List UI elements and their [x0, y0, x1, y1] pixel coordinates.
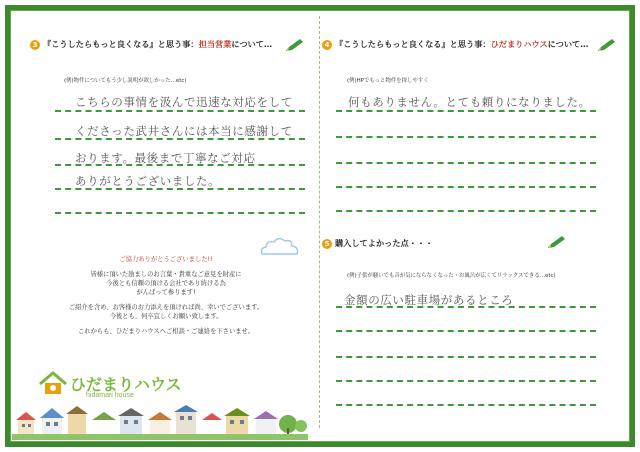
section-3-handwriting-line: ありがとうございました。 [75, 174, 221, 188]
pencil-icon [596, 38, 616, 52]
section-5-hint: (例)子供が騒いでも音が気にならなくなった・お風呂が広くてリラックスできる…etc) [347, 273, 556, 279]
answer-rule [55, 138, 305, 140]
answer-rule [336, 162, 596, 164]
section-3-handwriting-line: こちらの事情を汲んで迅速な対応をして [75, 95, 293, 109]
section-5-number: 5 [322, 239, 332, 249]
town-illustration [12, 404, 308, 440]
logo-name: ひだまりハウス [70, 377, 182, 394]
section-4-title-highlight: ひだまりハウス [490, 39, 548, 49]
section-4-hint: (例)HPでもっと物件を探しやすく [347, 78, 429, 84]
pencil-icon [284, 38, 304, 52]
section-3-title-highlight: 担当営業 [198, 39, 232, 49]
thanks-line: ご紹介を含め、お客様のお力添えを頂ければ尚、幸いでございます。 [68, 304, 264, 311]
logo-sub: hidamari house [86, 392, 134, 399]
answer-rule [336, 136, 596, 138]
section-5-title-text: 購入してよかった点・・・ [335, 238, 434, 248]
answer-rule [336, 404, 596, 406]
section-3-number: 3 [30, 40, 40, 50]
section-4-title-pre: 『こうしたらもっと良くなる』と思う事： [335, 39, 491, 49]
house-logo-icon [38, 370, 68, 396]
answer-rule [336, 356, 596, 358]
section-4-title [322, 39, 588, 50]
thanks-line: がんばって参ります! [136, 289, 196, 296]
thanks-line: 今後とも、何卒宜しくお願い致します。 [109, 313, 223, 320]
thanks-heading: ご協力ありがとうございました!! [119, 256, 213, 263]
pencil-icon [546, 235, 566, 249]
section-5-handwriting-line: 金額の広い駐車場があるところ [344, 293, 514, 307]
section-3-title [30, 39, 272, 50]
answer-rule [336, 330, 596, 332]
section-4-number: 4 [322, 40, 332, 50]
answer-rule [55, 212, 305, 214]
thanks-line: 皆様に頂いた励ましのお言葉・貴重なご意見を財産に [90, 271, 242, 278]
section-3-hint: (例)物件についてもう少し説明が欲しかった…etc) [64, 78, 187, 84]
answer-rule [55, 110, 305, 112]
section-4-handwriting-line: 何もありません。とても頼りになりました。 [348, 95, 591, 109]
section-3-handwriting-line: おります。最後まで丁寧なご対応 [75, 151, 256, 165]
thanks-message [26, 255, 306, 336]
section-5-title [322, 238, 433, 249]
section-4-title-post: について… [547, 39, 589, 49]
answer-rule [336, 210, 596, 212]
answer-rule [55, 164, 305, 166]
section-3-handwriting-line: くださった武井さんには本当に感謝して [75, 124, 293, 138]
thanks-line: 今後とも信頼の頂ける会社であり続ける為 [106, 280, 226, 287]
answer-rule [55, 188, 305, 190]
thanks-line: これからも、ひだまりハウスへご相談・ご連絡を下さいませ。 [78, 328, 254, 335]
answer-rule [336, 306, 596, 308]
section-3-title-post: について… [231, 39, 273, 49]
answer-rule [336, 186, 596, 188]
answer-rule [336, 110, 596, 112]
column-divider [319, 16, 320, 428]
section-3-title-pre: 『こうしたらもっと良くなる』と思う事： [43, 39, 199, 49]
answer-rule [336, 380, 596, 382]
